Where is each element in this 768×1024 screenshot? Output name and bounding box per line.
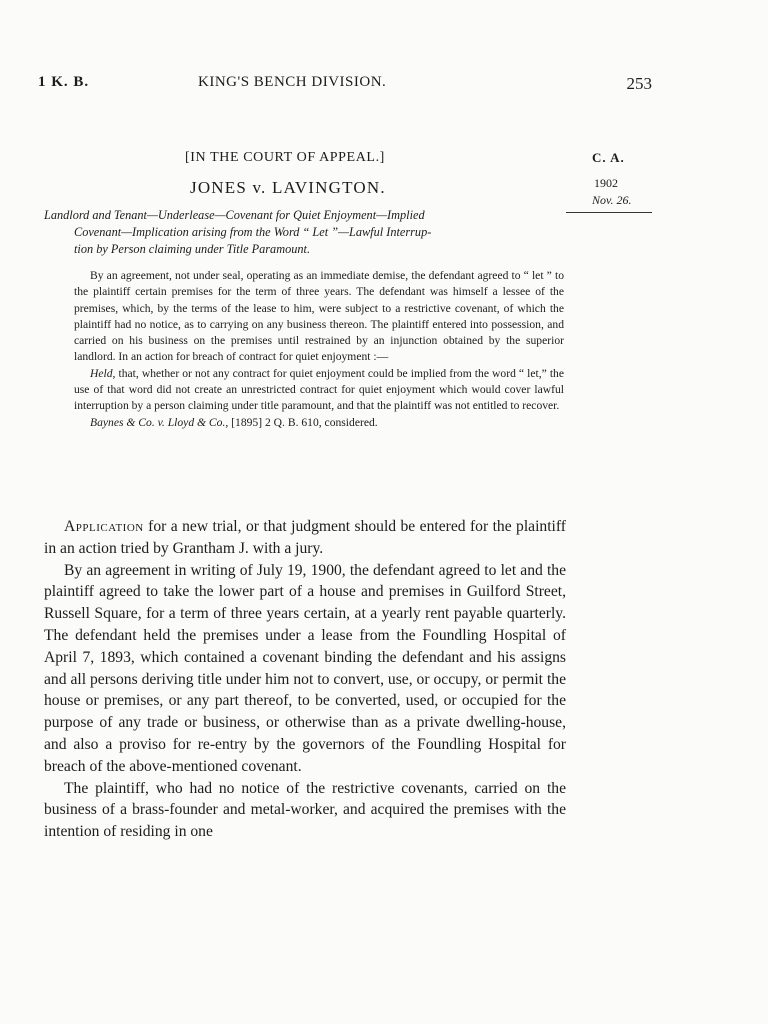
body-paragraph-text: for a new trial, or that judgment should be entered for the plaintiff in an action tried by Grantham J. with a jury. xyxy=(44,518,566,557)
lead-word: Application xyxy=(64,518,144,535)
headnote-index-line: Covenant—Implication arising from the Word “ Let ”—Lawful Interrup- xyxy=(74,225,432,239)
body-paragraph: The plaintiff, who had no notice of the restrictive covenants, carried on the business of a brass-founder and metal-worker, and acquired the premises with the intention of residing in one xyxy=(44,779,566,841)
held-label: Held, xyxy=(90,366,116,380)
court-name: [IN THE COURT OF APPEAL.] xyxy=(185,150,385,165)
headnote-index xyxy=(44,207,564,258)
margin-court: C. A. xyxy=(592,150,625,165)
margin-year: 1902 xyxy=(594,176,618,190)
citation-rest: [1895] 2 Q. B. 610, considered. xyxy=(228,415,378,429)
running-head xyxy=(38,74,652,96)
headnote-citation xyxy=(74,415,564,431)
headnote-index-line: tion by Person claiming under Title Paramount. xyxy=(74,242,311,256)
volume-reference: 1 K. B. xyxy=(38,74,90,90)
headnote xyxy=(74,268,564,431)
headnote-held xyxy=(74,366,564,415)
citation-case: Baynes & Co. v. Lloyd & Co., xyxy=(90,415,229,429)
headnote-facts: By an agreement, not under seal, operating as an immediate demise, the defendant agreed to “ let ” to the plaintiff certain premises for the term of three years. The defendant was himself a lessee of the premises, which, by the terms of the lease to him, were subject to a restrictive covenant, of which the plaintiff had no notice, as to carrying on any business thereon. The plaintiff entered into possession, and carried on his business on the premises until restrained by an injunction obtained by the superior landlord. In an action for breach of contract for quiet enjoyment :— xyxy=(74,269,564,364)
body-paragraph: By an agreement in writing of July 19, 1900, the defendant agreed to let and the plaintiff agreed to take the lower part of a house and premises in Guilford Street, Russell Square, for a term of three years certain, at a yearly rent payable quarterly. The defendant held the premises under a lease from the Foundling Hospital of April 7, 1893, which contained a covenant binding the defendant and his assigns and all persons deriving title under him not to convert, use, or occupy, or permit the house or premises, or any part thereof, to be converted, used, or occupied for the purpose of any trade or business, or otherwise than as a private dwelling-house, and also a proviso for re-entry by the governors of the Foundling Hospital for breach of the above-mentioned covenant. xyxy=(44,561,566,775)
division-title: KING'S BENCH DIVISION. xyxy=(198,74,387,90)
held-text: that, whether or not any contract for quiet enjoyment could be implied from the word “ let,” the use of that word did not create an unrestricted contract for quiet enjoyment which would cover lawful interruption by a person claiming under title paramount, and that the plaintiff was not entitled to recover. xyxy=(74,366,564,413)
case-title: JONES v. LAVINGTON. xyxy=(190,178,386,197)
judgment-body xyxy=(44,516,566,843)
margin-date: Nov. 26. xyxy=(592,193,632,207)
headnote-index-line: Landlord and Tenant—Underlease—Covenant for Quiet Enjoyment—Implied xyxy=(44,208,425,222)
page-number: 253 xyxy=(626,74,652,93)
margin-divider xyxy=(566,212,652,213)
body-paragraph xyxy=(44,516,566,560)
